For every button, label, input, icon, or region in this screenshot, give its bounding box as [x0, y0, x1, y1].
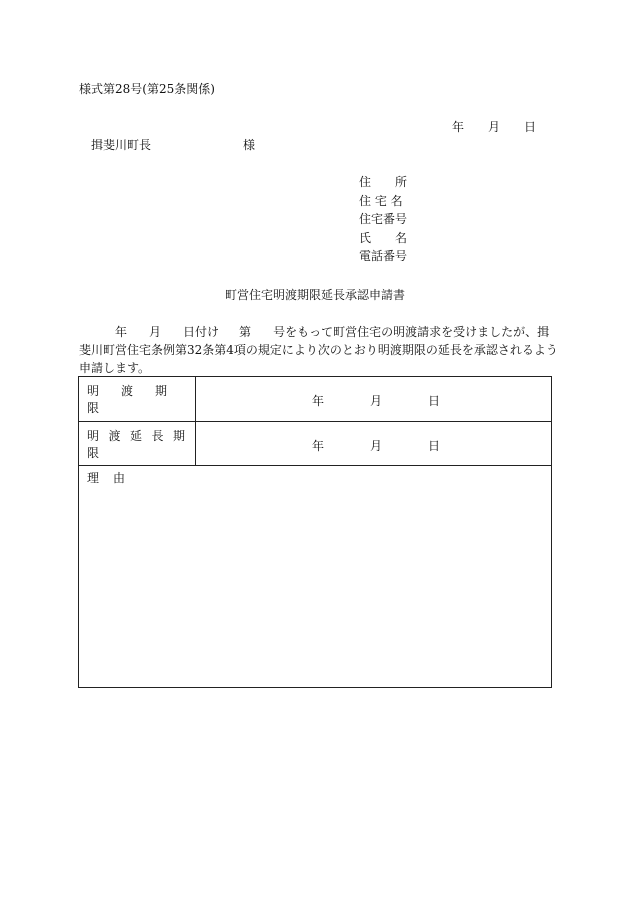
body-year: 年	[115, 325, 128, 339]
table-row-extended-deadline	[79, 422, 551, 466]
submission-date	[452, 120, 536, 134]
body-number-prefix: 第	[239, 325, 252, 339]
field-phone: 電話番号	[359, 249, 408, 263]
deadline-day: 日	[428, 394, 441, 408]
application-table	[78, 376, 552, 688]
body-line-3: 申請します。	[79, 361, 151, 375]
addressee	[91, 138, 256, 152]
body-month: 月	[149, 325, 162, 339]
extended-day: 日	[428, 438, 441, 453]
date-year: 年	[452, 120, 465, 134]
date-day: 日	[524, 120, 537, 134]
body-line-1	[79, 323, 551, 341]
body-text	[79, 323, 558, 377]
deadline-month: 月	[370, 394, 383, 408]
table-row-deadline	[79, 377, 551, 422]
field-housing-number: 住宅番号	[359, 212, 408, 226]
field-address: 住 所	[359, 175, 408, 189]
field-name: 氏 名	[359, 230, 408, 245]
addressee-honorific: 様	[243, 138, 256, 152]
extended-year: 年	[312, 438, 325, 453]
addressee-name: 揖斐川町長	[91, 138, 152, 152]
body-line-2: 斐川町営住宅条例第32条第4項の規定により次のとおり明渡期限の延長を承認されるよう	[79, 343, 558, 357]
label-reason: 理由	[87, 471, 140, 485]
label-extended-deadline: 明渡延長期限	[87, 428, 195, 460]
applicant-fields	[359, 175, 407, 268]
field-housing-name: 住 宅 名	[359, 193, 403, 208]
label-deadline: 明渡期限	[87, 384, 190, 415]
extended-month: 月	[370, 438, 383, 453]
date-month: 月	[488, 120, 501, 134]
deadline-year: 年	[312, 394, 325, 408]
form-number: 様式第28号(第25条関係)	[79, 82, 215, 96]
document-title: 町営住宅明渡期限延長承認申請書	[224, 288, 405, 302]
body-day-dated: 日付け	[183, 325, 220, 339]
body-line1-rest: 号をもって町営住宅の明渡請求を受けましたが、揖	[273, 325, 550, 339]
